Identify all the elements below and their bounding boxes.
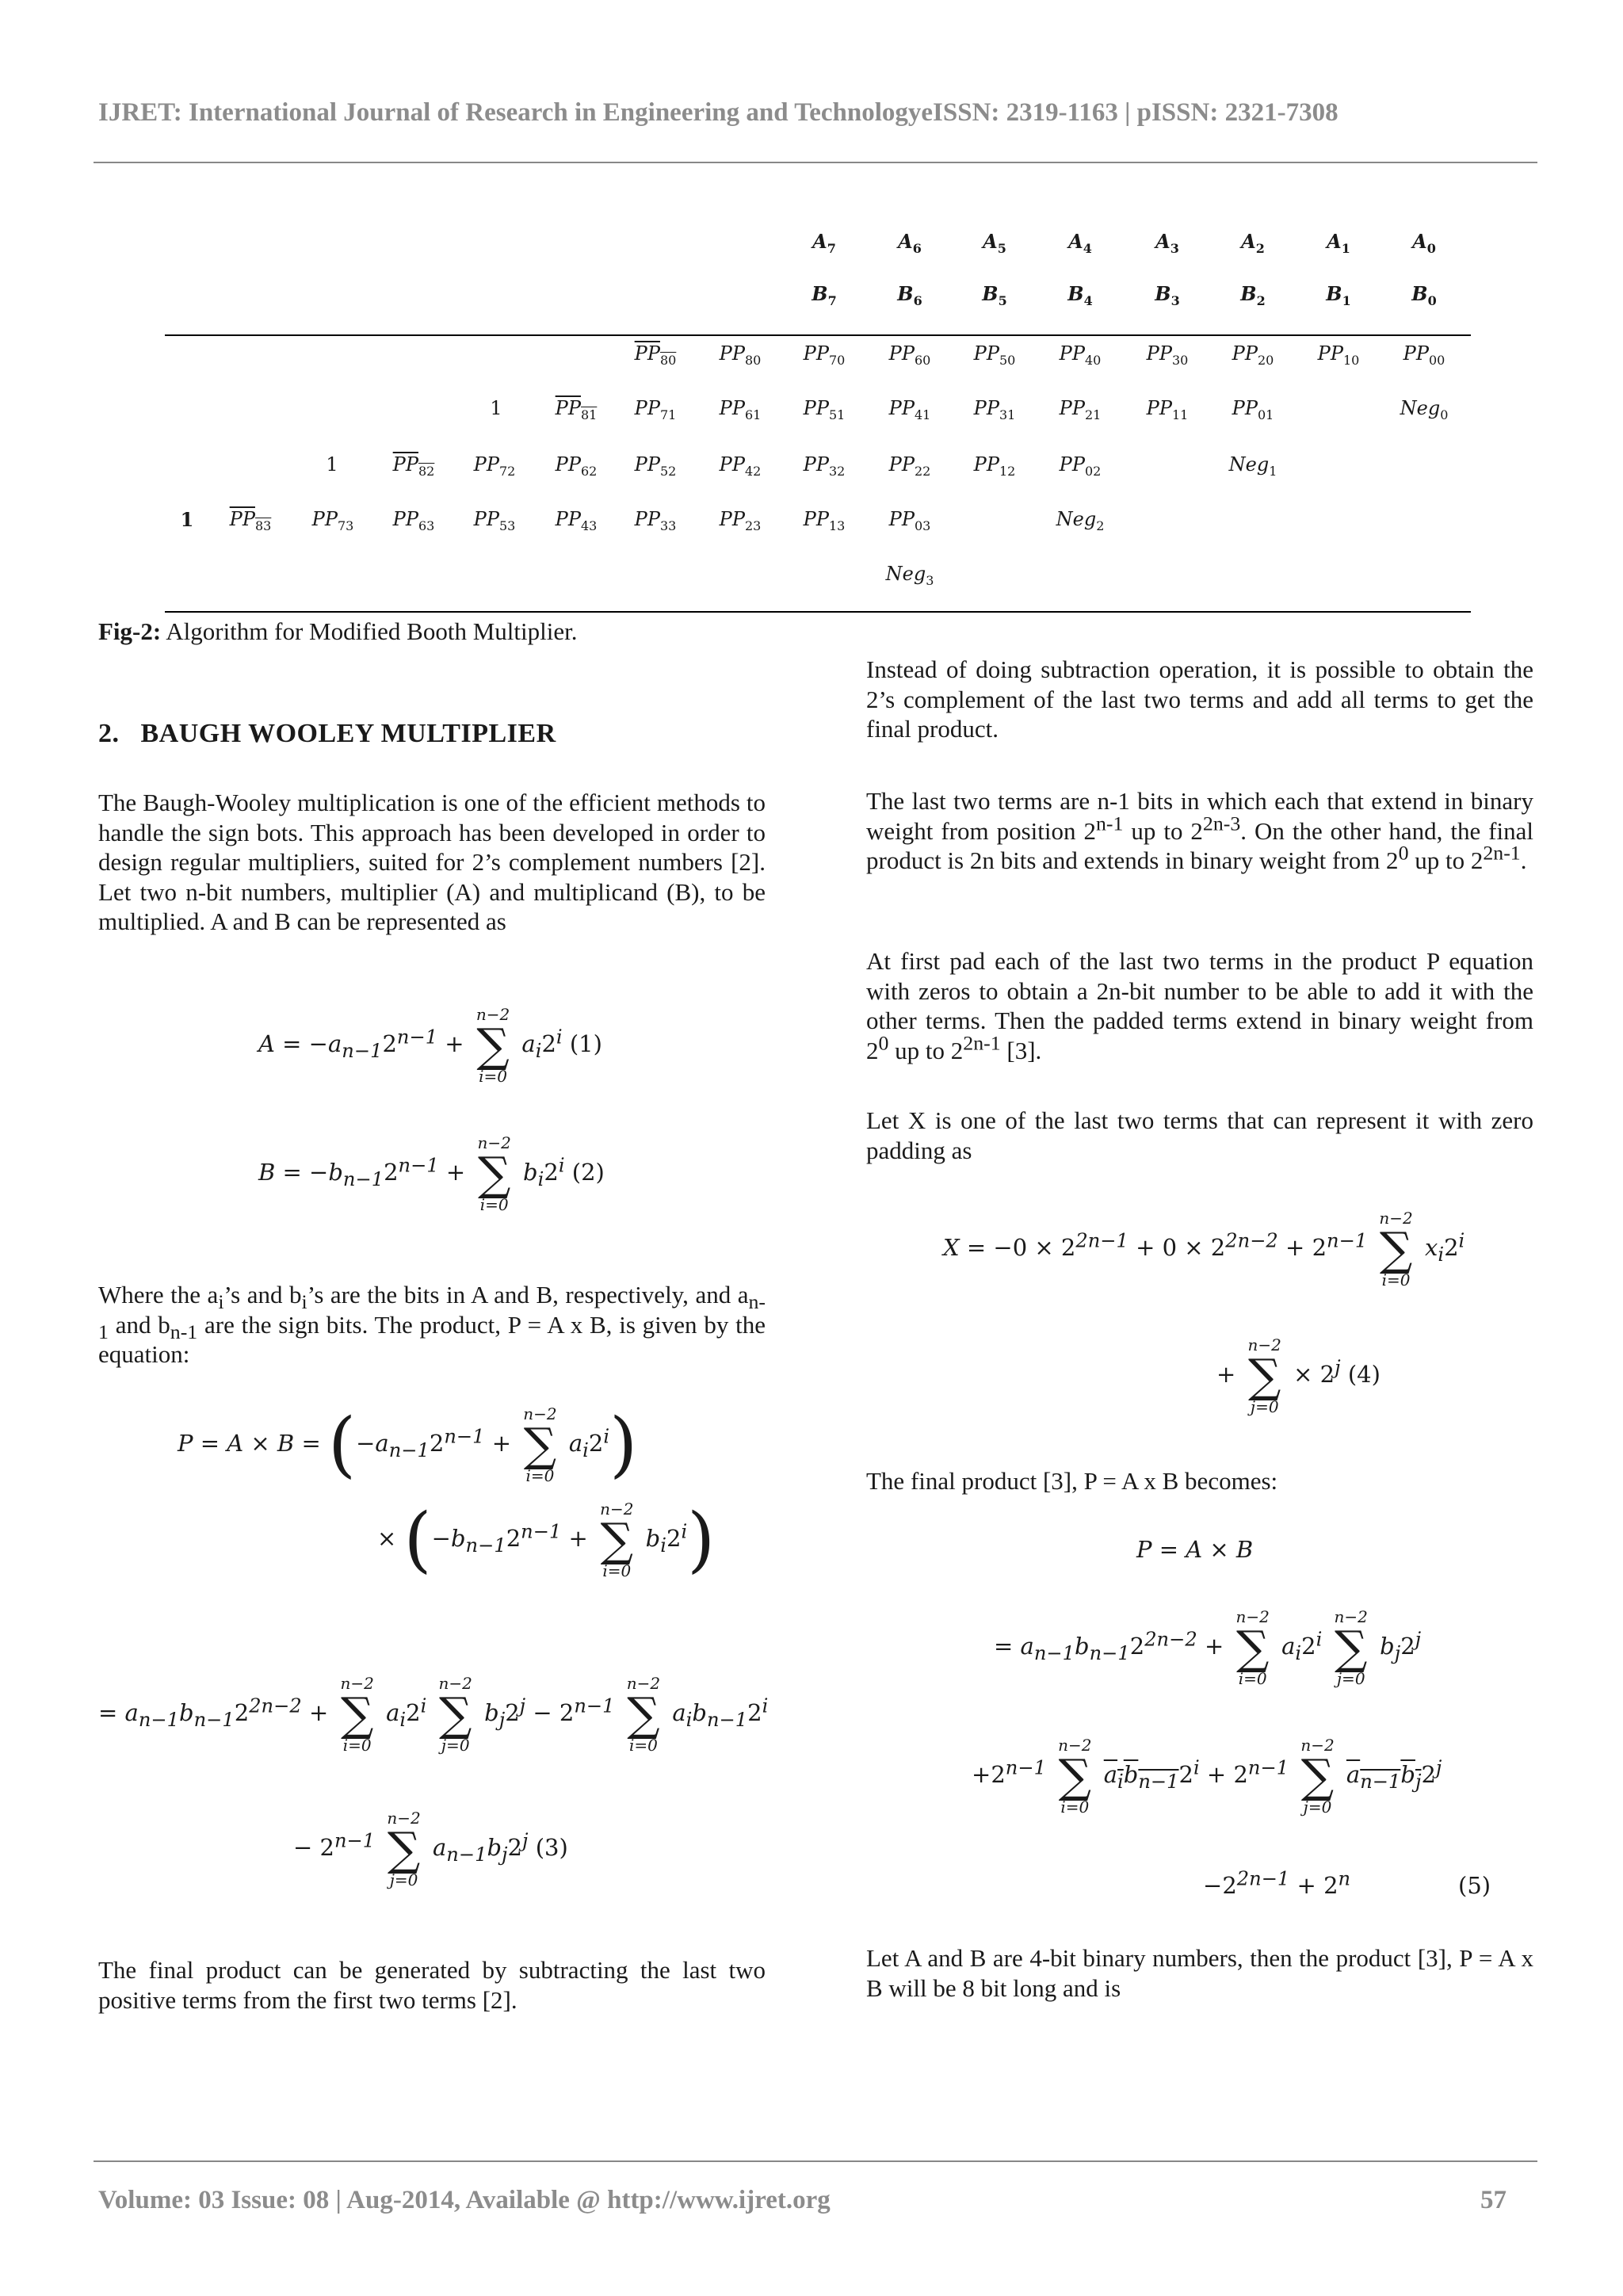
header-cell-a5: $A_5$	[983, 230, 1006, 256]
pp-cell: $PP_{31}$	[973, 397, 1016, 422]
header-cell-a4: $A_4$	[1068, 230, 1092, 256]
header-cell-a7: $A_7$	[812, 230, 836, 256]
header-cell-a3: $A_3$	[1155, 230, 1179, 256]
header-cell-b6: $B_6$	[897, 282, 922, 308]
footer-text: Volume: 03 Issue: 08 | Aug-2014, Available @ http://www.ijret.org	[98, 2186, 831, 2214]
final-product-line-3: $+2^{n-1}$ n−2 ∑ i=0 $a_ib_{n-1}2^i + 2^{n-1}$ n−2 ∑ j=0 $a_{n-1}b_j2^j$	[972, 1736, 1442, 1817]
pp-cell: $\overline{PP}_{81}$	[555, 397, 598, 422]
expansion-line-1: = $a_{n-1}b_{n-1}2^{2n-2}$ + n−2 ∑ i=0 $a_i2^i$ n−2 ∑ j=0 $b_j2^j - 2^{n-1}$ n−2 ∑ i=0 $a_ib_{n-1}2^i$	[98, 1674, 769, 1755]
header-cell-a2: $A_2$	[1241, 230, 1265, 256]
table-top-rule	[165, 334, 1471, 336]
pp-cell: $PP_{63}$	[392, 508, 435, 533]
pp-cell: $\overline{PP}_{83}$	[229, 508, 272, 533]
pp-cell: $PP_{10}$	[1317, 342, 1360, 368]
header-cell-b3: $B_3$	[1155, 282, 1180, 308]
header-cell-a1: $A_1$	[1327, 230, 1350, 256]
equation-2: $B = -b_{n-1}2^{n-1}$ + n−2 ∑ i=0 $b_i2^i$ (2)	[258, 1133, 605, 1214]
header-cell-b1: $B_1$	[1326, 282, 1351, 308]
pp-cell: $PP_{61}$	[719, 397, 762, 422]
pp-cell: $PP_{70}$	[803, 342, 846, 368]
pp-cell: $PP_{72}$	[473, 453, 516, 479]
right-paragraph-6: Let A and B are 4-bit binary numbers, then the product [3], P = A x B will be 8 bit long and is	[866, 1944, 1533, 2002]
pp-cell: $PP_{42}$	[719, 453, 762, 479]
caption-text: Algorithm for Modified Booth Multiplier.	[161, 617, 578, 645]
right-paragraph-3: At first pad each of the last two terms in the product P equation with zeros to obtain a 2n-bit number to be able to add it with the other terms. Then the padded terms extend in binary weight from $2^0$ up to $2^{2n-1}$ [3].	[866, 947, 1533, 1064]
figure-caption	[98, 617, 577, 646]
pp-cell: $PP_{01}$	[1232, 397, 1274, 422]
header-cell-b7: $B_7$	[812, 282, 837, 308]
pp-cell: $PP_{21}$	[1059, 397, 1102, 422]
pp-cell: $PP_{32}$	[803, 453, 846, 479]
x-equation-line-2: + n−2 ∑ j=0 × $2^j$ (4)	[1216, 1335, 1381, 1416]
right-paragraph-1: Instead of doing subtraction operation, it is possible to obtain the 2’s complement of the last two terms and add all terms to get the final product.	[866, 655, 1533, 743]
pp-cell: $PP_{43}$	[555, 508, 598, 533]
pp-cell: $PP_{03}$	[888, 508, 931, 533]
eq5-tag: (5)	[1458, 1872, 1491, 1899]
left-paragraph-2: Where the $a_i’s$ and $b_i’s$ are the bits in A and B, respectively, and $a_{n-1}$ and $b_{n-1}$ are the sign bits. The product, P = A x B, is given by the equation:	[98, 1281, 766, 1368]
caption-label: Fig-2:	[98, 617, 162, 645]
header-cell-a6: $A_6$	[898, 230, 922, 256]
page-number: 57	[1480, 2186, 1507, 2214]
pp-cell: $PP_{60}$	[888, 342, 931, 368]
header-cell-b0: $B_0$	[1411, 282, 1437, 308]
left-paragraph-1: The Baugh-Wooley multiplication is one of the efficient methods to handle the sign bots. This approach has been developed in order to design regular multipliers, suited for 2’s complement numbers [2]. Let two n-bit numbers, multiplier (A) and multiplicand (B), to be multiplied. A and B can be represented as	[98, 789, 766, 935]
table-bottom-rule	[165, 611, 1471, 613]
pp-cell: $PP_{33}$	[634, 508, 677, 533]
pp-cell: $PP_{00}$	[1403, 342, 1445, 368]
x-equation-line-1: $X = -0 \times 2^{2n-1} + 0 \times 2^{2n-2} + 2^{n-1}$ n−2 ∑ i=0 $x_i2^i$	[943, 1209, 1465, 1289]
equation-1: $A = -a_{n-1}2^{n-1}$ + n−2 ∑ i=0 $a_i2^i$ (1)	[258, 1005, 602, 1086]
pp-cell: $PP_{80}$	[719, 342, 762, 368]
eq1-tag: (1)	[569, 1030, 602, 1057]
final-product-line-4: $-2^{2n-1} + 2^n$	[1203, 1867, 1351, 1899]
product-equation-line-1: $P = A \times B = (-a_{n-1}2^{n-1}$ + n−2 ∑ i=0 $a_i2^i$)	[178, 1403, 638, 1486]
product-equation-line-2: × ($-b_{n-1}2^{n-1}$ + n−2 ∑ i=0 $b_i2^i$)	[377, 1498, 716, 1581]
pp-cell: $PP_{52}$	[634, 453, 677, 479]
pp-cell: $PP_{51}$	[803, 397, 846, 422]
eq3-tag: (3)	[535, 1834, 568, 1861]
pp-cell: $\overline{PP}_{82}$	[392, 453, 435, 479]
section-heading	[98, 719, 556, 749]
one-cell: 1	[490, 397, 502, 419]
pp-cell: $PP_{13}$	[803, 508, 846, 533]
neg-cell: Neg$_3$	[885, 563, 934, 588]
section-number: 2.	[98, 719, 120, 748]
one-cell: 1	[180, 508, 194, 531]
final-product-line-2: = $a_{n-1}b_{n-1}2^{2n-2}$ + n−2 ∑ i=0 $a_i2^i$ n−2 ∑ j=0 $b_j2^j$	[994, 1607, 1422, 1688]
neg-cell: Neg$_2$	[1056, 508, 1105, 533]
pp-cell: $PP_{41}$	[888, 397, 931, 422]
pp-cell: $PP_{71}$	[634, 397, 677, 422]
pp-cell: $PP_{62}$	[555, 453, 598, 479]
pp-cell: $PP_{50}$	[973, 342, 1016, 368]
pp-cell: $PP_{11}$	[1146, 397, 1189, 422]
header-cell-b5: $B_5$	[982, 282, 1007, 308]
pp-cell: $PP_{30}$	[1146, 342, 1189, 368]
neg-cell: Neg$_1$	[1228, 453, 1277, 479]
pp-cell: $PP_{40}$	[1059, 342, 1102, 368]
right-paragraph-5: The final product [3], P = A x B becomes:	[866, 1467, 1278, 1495]
header-rule	[94, 162, 1537, 163]
pp-cell: $PP_{53}$	[473, 508, 516, 533]
pp-cell: $PP_{02}$	[1059, 453, 1102, 479]
pp-cell: $PP_{12}$	[973, 453, 1016, 479]
eq4-tag: (4)	[1347, 1361, 1381, 1388]
eq2-tag: (2)	[571, 1159, 605, 1186]
pp-cell: $PP_{22}$	[888, 453, 931, 479]
header-cell-b2: $B_2$	[1240, 282, 1266, 308]
pp-cell: $\overline{PP}_{80}$	[634, 342, 677, 368]
journal-header: IJRET: International Journal of Research in Engineering and TechnologyeISSN: 2319-1163 | pISSN: 2321-7308	[98, 98, 1338, 127]
pp-cell: $PP_{20}$	[1232, 342, 1274, 368]
expansion-line-2: − $2^{n-1}$ n−2 ∑ j=0 $a_{n-1}b_j2^j$ (3)	[293, 1809, 568, 1889]
section-title: BAUGH WOOLEY MULTIPLIER	[140, 719, 556, 748]
neg-cell: Neg$_0$	[1400, 397, 1449, 422]
right-paragraph-4: Let X is one of the last two terms that can represent it with zero padding as	[866, 1106, 1533, 1164]
right-paragraph-2: The last two terms are n-1 bits in which each that extend in binary weight from position 2$^{n-1}$ up to $2^{2n-3}$. On the other hand, the final product is 2n bits and extends in binary weight from $2^0$ up to $2^{2n-1}$.	[866, 787, 1533, 874]
header-cell-a0: $A_0$	[1412, 230, 1436, 256]
pp-cell: $PP_{73}$	[311, 508, 354, 533]
pp-cell: $PP_{23}$	[719, 508, 762, 533]
final-product-line-1: P = A × B	[1136, 1536, 1254, 1563]
footer-rule	[94, 2160, 1537, 2162]
left-paragraph-3: The final product can be generated by subtracting the last two positive terms from the first two terms [2].	[98, 1956, 766, 2014]
one-cell: 1	[326, 453, 338, 476]
header-cell-b4: $B_4$	[1067, 282, 1093, 308]
